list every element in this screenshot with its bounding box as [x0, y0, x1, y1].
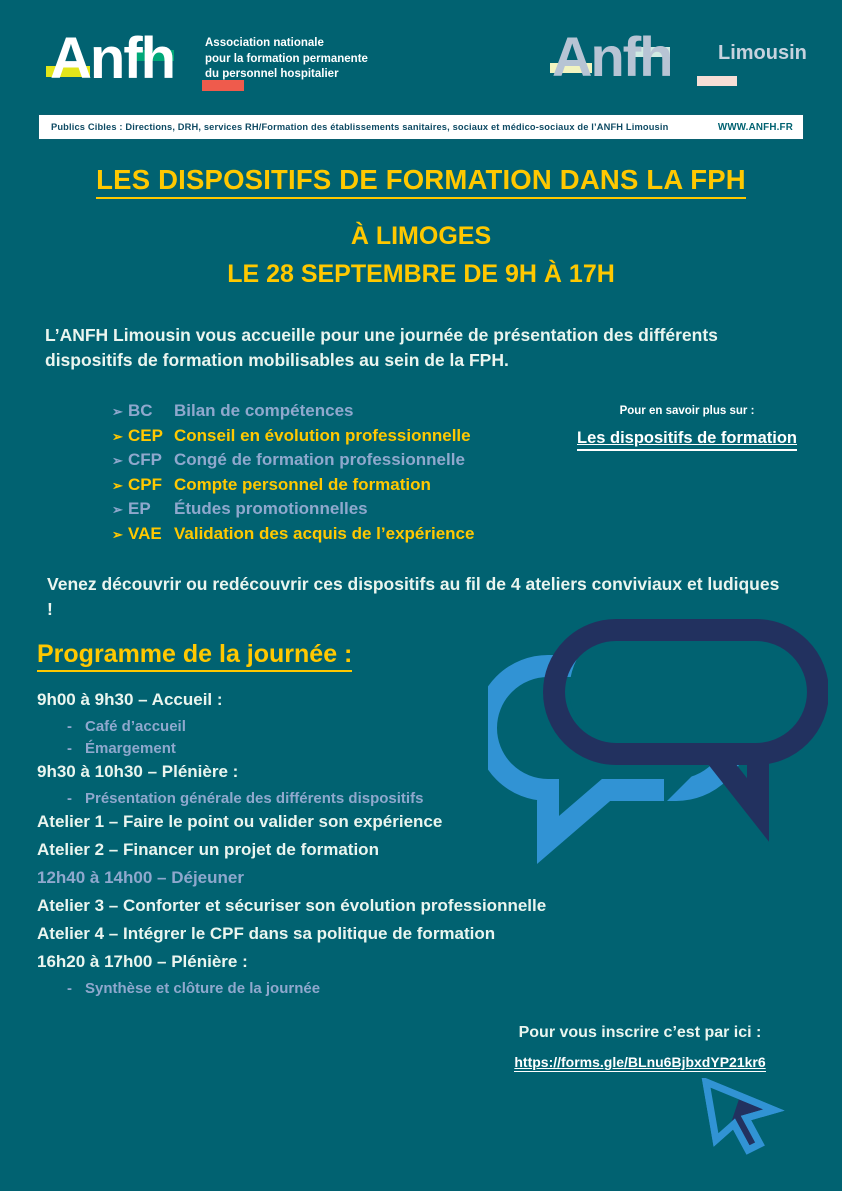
dispositif-abbr: CPF	[128, 474, 162, 494]
programme-heading: Atelier 3 – Conforter et sécuriser son évolution professionnelle	[37, 896, 547, 915]
publics-cibles-banner	[38, 114, 804, 140]
programme-heading: 12h40 à 14h00 – Déjeuner	[37, 868, 244, 887]
intro-paragraph: L’ANFH Limousin vous accueille pour une journée de présentation des différents dispositifs de formation mobilisables au sein de la FPH.	[45, 325, 718, 370]
bullet-arrow-icon: ➢	[112, 526, 123, 542]
anfh-logo	[50, 28, 380, 90]
programme-subitem	[67, 980, 677, 997]
dispositif-abbr: VAE	[128, 523, 162, 543]
dispositif-row	[112, 426, 532, 451]
programme-heading: Atelier 1 – Faire le point ou valider son expérience	[37, 812, 443, 831]
dispositif-label: Compte personnel de formation	[174, 474, 431, 494]
poster-header	[0, 0, 842, 133]
poster-title-text: LES DISPOSITIFS DE FORMATION DANS LA FPH	[96, 164, 746, 199]
programme-heading: 9h30 à 10h30 – Plénière :	[37, 762, 239, 781]
programme-subitem-label: Présentation générale des différents dispositifs	[85, 790, 424, 807]
anfh-limousin-logo	[552, 26, 822, 92]
programme-subitem-label: Café d’accueil	[85, 718, 186, 735]
dispositif-row	[112, 475, 532, 500]
poster-date: LE 28 SEPTEMBRE DE 9H À 17H	[227, 260, 615, 288]
speech-bubbles-icon	[488, 618, 828, 883]
dispositif-abbr: BC	[128, 401, 153, 420]
dispositif-row	[112, 401, 532, 426]
dispositif-abbr: CEP	[128, 425, 163, 445]
venez-paragraph: Venez découvrir ou redécouvrir ces dispositifs au fil de 4 ateliers conviviaux et ludiques !	[47, 574, 780, 619]
programme-heading: 9h00 à 9h30 – Accueil :	[37, 690, 223, 709]
mouse-cursor-icon	[700, 1078, 800, 1164]
poster-city: À LIMOGES	[350, 222, 492, 250]
dispositif-abbr: EP	[128, 499, 151, 518]
dispositif-label: Conseil en évolution professionnelle	[174, 425, 471, 445]
anfh-website-url[interactable]: WWW.ANFH.FR	[717, 121, 793, 133]
programme-title-text: Programme de la journée :	[37, 640, 352, 672]
dispositif-label: Validation des acquis de l’expérience	[174, 523, 475, 543]
dispositifs-list	[112, 401, 532, 548]
bullet-arrow-icon: ➢	[112, 404, 123, 419]
dash-bullet-icon: -	[67, 980, 72, 997]
anfh-tagline-line-2: pour la formation permanente	[205, 52, 368, 65]
dispositifs-formation-link[interactable]: Les dispositifs de formation	[577, 429, 797, 451]
bullet-arrow-icon: ➢	[112, 428, 123, 444]
dispositif-row	[112, 524, 532, 549]
savoir-plus-intro: Pour en savoir plus sur :	[619, 405, 755, 417]
bullet-arrow-icon: ➢	[112, 453, 123, 468]
anfh-limousin-wordmark: Anfh	[552, 25, 672, 88]
anfh-limousin-region-label: Limousin	[718, 42, 807, 64]
anfh-tagline-line-1: Association nationale	[205, 37, 324, 49]
programme-title	[37, 640, 352, 669]
bullet-arrow-icon: ➢	[112, 502, 123, 517]
dash-bullet-icon: -	[67, 718, 72, 735]
inscription-form-link[interactable]: https://forms.gle/BLnu6BjbxdYP21kr6	[514, 1054, 766, 1070]
logo-alt-red-bar	[697, 76, 737, 86]
savoir-plus-block	[542, 405, 832, 451]
anfh-tagline-line-3: du personnel hospitalier	[205, 68, 339, 80]
programme-subitem-label: Émargement	[85, 740, 176, 757]
dispositif-label: Études promotionnelles	[174, 499, 368, 518]
inscription-block	[455, 1024, 825, 1072]
programme-heading: Atelier 2 – Financer un projet de formation	[37, 840, 379, 859]
publics-cibles-text: Publics Cibles : Directions, DRH, services RH/Formation des établissements sanitaires, sociaux et médico-sociaux de l’ANFH Limousin	[51, 122, 669, 132]
programme-heading: 16h20 à 17h00 – Plénière :	[37, 952, 248, 971]
inscription-intro: Pour vous inscrire c’est par ici :	[518, 1024, 762, 1041]
bullet-arrow-icon: ➢	[112, 477, 123, 493]
dispositif-row	[112, 450, 532, 475]
dispositif-abbr: CFP	[128, 450, 162, 469]
dispositif-label: Congé de formation professionnelle	[174, 450, 465, 469]
programme-heading: Atelier 4 – Intégrer le CPF dans sa politique de formation	[37, 924, 496, 943]
programme-subitem-label: Synthèse et clôture de la journée	[85, 980, 321, 997]
dispositif-label: Bilan de compétences	[174, 401, 354, 420]
anfh-tagline	[205, 36, 368, 83]
dispositif-row	[112, 499, 532, 524]
poster-title	[0, 164, 842, 196]
dash-bullet-icon: -	[67, 740, 72, 757]
dash-bullet-icon: -	[67, 790, 72, 807]
anfh-wordmark: Anfh	[50, 26, 175, 91]
